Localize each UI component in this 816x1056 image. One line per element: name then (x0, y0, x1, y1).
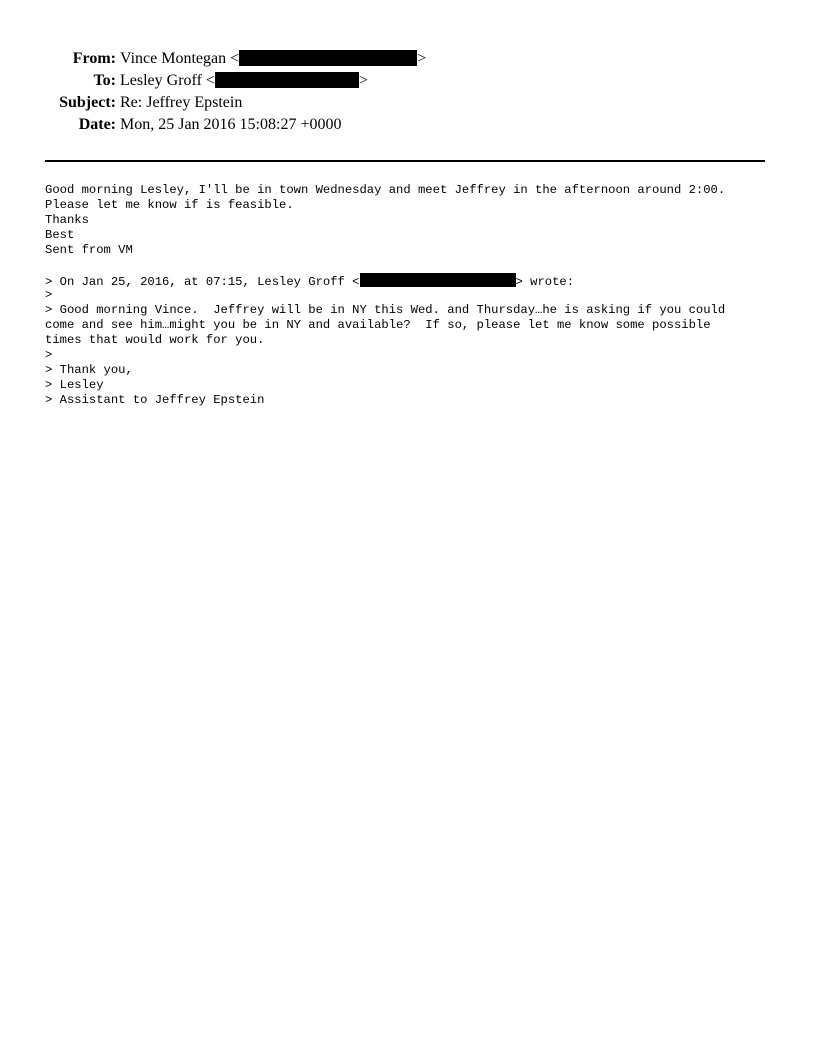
email-header (0, 50, 816, 138)
email-body (45, 183, 785, 408)
quoted-line: > Lesley (45, 378, 104, 392)
from-value (120, 50, 426, 68)
quoted-line: > Good morning Vince. Jeffrey will be in NY this Wed. and Thursday…he is asking if you could (45, 303, 726, 317)
redaction-box (215, 72, 359, 88)
quote-intro-line (45, 273, 785, 288)
body-line: Good morning Lesley, I'll be in town Wednesday and meet Jeffrey in the afternoon around 2:00. (45, 183, 726, 197)
subject-label: Subject: (59, 94, 116, 111)
redaction-box (360, 273, 516, 287)
to-name: Lesley Groff < (120, 72, 215, 89)
to-close: > (358, 72, 368, 89)
from-close: > (417, 50, 427, 67)
subject-value: Re: Jeffrey Epstein (120, 94, 243, 111)
redaction-box (239, 50, 417, 66)
date-value: Mon, 25 Jan 2016 15:08:27 +0000 (120, 116, 342, 133)
quoted-line: > Assistant to Jeffrey Epstein (45, 393, 265, 407)
quote-intro-prefix: > On Jan 25, 2016, at 07:15, Lesley Groff < (45, 275, 360, 289)
quoted-line: times that would work for you. (45, 333, 265, 347)
body-line: Thanks (45, 213, 89, 227)
date-label: Date: (78, 116, 116, 133)
date-row (0, 116, 816, 138)
to-row (0, 72, 816, 94)
from-label: From: (72, 50, 116, 67)
body-line: Please let me know if is feasible. (45, 198, 294, 212)
quoted-line: > (45, 348, 53, 362)
to-value (120, 72, 368, 90)
body-line: Best (45, 228, 75, 242)
subject-row (0, 94, 816, 116)
quote-intro-suffix: > wrote: (515, 275, 575, 289)
from-name: Vince Montegan < (120, 50, 240, 67)
quoted-line: > (45, 288, 53, 302)
quoted-line: > Thank you, (45, 363, 133, 377)
from-row (0, 50, 816, 72)
body-line: Sent from VM (45, 243, 133, 257)
blank-line (45, 258, 785, 273)
to-label: To: (93, 72, 116, 89)
quoted-line: come and see him…might you be in NY and available? If so, please let me know some possible (45, 318, 711, 332)
header-divider (45, 160, 765, 162)
